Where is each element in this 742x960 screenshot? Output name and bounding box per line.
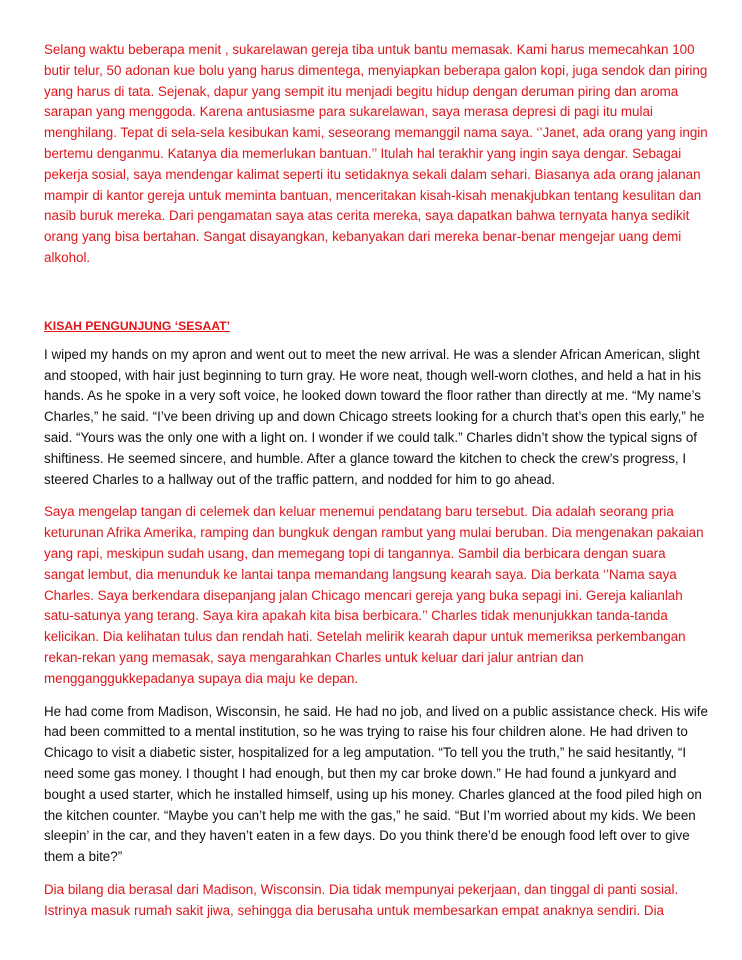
spacer — [44, 269, 708, 317]
paragraph-indonesian-2: Saya mengelap tangan di celemek dan keluar menemui pendatang baru tersebut. Dia adalah seorang pria keturunan Afrika Amerika, ramping dan bungkuk dengan rambut yang mulai beruban. Dia mengenakan pakaian yang rapi, meskipun sudah usang, dan memegang topi di tangannya. Sambil dia berbicara dengan suara sangat lembut, dia menunduk ke lantai tanpa memandang langsung kearah saya. Dia berkata ‘’Nama saya Charles. Saya berkendara disepanjang jalan Chicago mencari gereja yang buka sepagi ini. Gereja kalianlah satu-satunya yang terang. Saya kira apakah kita bisa berbicara.’’ Charles tidak menunjukkan tanda-tanda kelicikan. Dia kelihatan tulus dan rendah hati. Setelah melirik kearah dapur untuk memeriksa perkembangan rekan-rekan yang memasak, saya mengarahkan Charles untuk keluar dari jalur antrian dan mengganggukkepadanya supaya dia maju ke depan. — [44, 504, 704, 686]
paragraph-english-3: He had come from Madison, Wisconsin, he said. He had no job, and lived on a public assistance check. His wife had been committed to a mental institution, so he was trying to raise his four children alone. He had driven to Chicago to visit a diabetic sister, hospitalized for a leg amputation. “To tell you the truth,” he said hesitantly, “I need some gas money. I thought I had enough, but then my car broke down.” He had found a junkyard and bought a used starter, which he installed himself, using up his money. Charles glanced at the food piled high on the kitchen counter. “Maybe you can’t help me with the gas,” he said. “But I’m worried about my kids. We been sleepin’ in the car, and they haven’t eaten in a few days. Do you think there’d be enough food left over to give them a bite?” — [44, 703, 708, 865]
document-page — [44, 40, 708, 921]
paragraph-indonesian-intro: Selang waktu beberapa menit , sukarelawan gereja tiba untuk bantu memasak. Kami harus memecahkan 100 butir telur, 50 adonan kue bolu yang harus dimentega, menyiapkan beberapa galon kopi, juga sendok dan piring yang harus di tata. Sejenak, dapur yang sempit itu menjadi begitu hidup dengan deruman piring dan aroma sarapan yang menggoda. Karena antusiasme para sukarelawan, saya merasa depresi di pagi itu mulai menghilang. Tepat di sela-sela kesibukan kami, seseorang memanggil nama saya. ‘’Janet, ada orang yang ingin bertemu denganmu. Katanya dia memerlukan bantuan.’’ Itulah hal terakhir yang ingin saya dengar. Sebagai pekerja sosial, saya mendengar kalimat seperti itu setidaknya sekali dalam sehari. Biasanya ada orang jalanan mampir di kantor gereja untuk meminta bantuan, menceritakan kisah-kisah menakjubkan tentang kesulitan dan nasib buruk mereka. Dari pengamatan saya atas cerita mereka, saya dapatkan bahwa ternyata hanya sedikit orang yang bisa bertahan. Sangat disayangkan, kebanyakan dari mereka benar-benar mengejar uang demi alkohol. — [44, 42, 708, 265]
spacer — [44, 490, 708, 502]
spacer — [44, 690, 708, 702]
paragraph-english-2: I wiped my hands on my apron and went out to meet the new arrival. He was a slender African American, slight and stooped, with hair just beginning to turn gray. He wore neat, though well-worn clothes, and held a hat in his hands. As he spoke in a very soft voice, he looked down toward the floor rather than directly at me. “My name’s Charles,” he said. “I’ve been driving up and down Chicago streets looking for a church that’s open this early,” he said. “Yours was the only one with a light on. I wonder if we could talk.” Charles didn’t show the typical signs of shiftiness. He seemed sincere, and humble. After a glance toward the kitchen to check the crew’s progress, I steered Charles to a hallway out of the traffic pattern, and nodded for him to go ahead. — [44, 346, 705, 487]
paragraph-indonesian-3: Dia bilang dia berasal dari Madison, Wisconsin. Dia tidak mempunyai pekerjaan, dan tinggal di panti sosial. Istrinya masuk rumah sakit jiwa, sehingga dia berusaha untuk membesarkan empat anaknya sendiri. Dia — [44, 881, 679, 918]
section-heading: KISAH PENGUNJUNG ‘SESAAT’ — [44, 318, 230, 333]
spacer — [44, 868, 708, 880]
